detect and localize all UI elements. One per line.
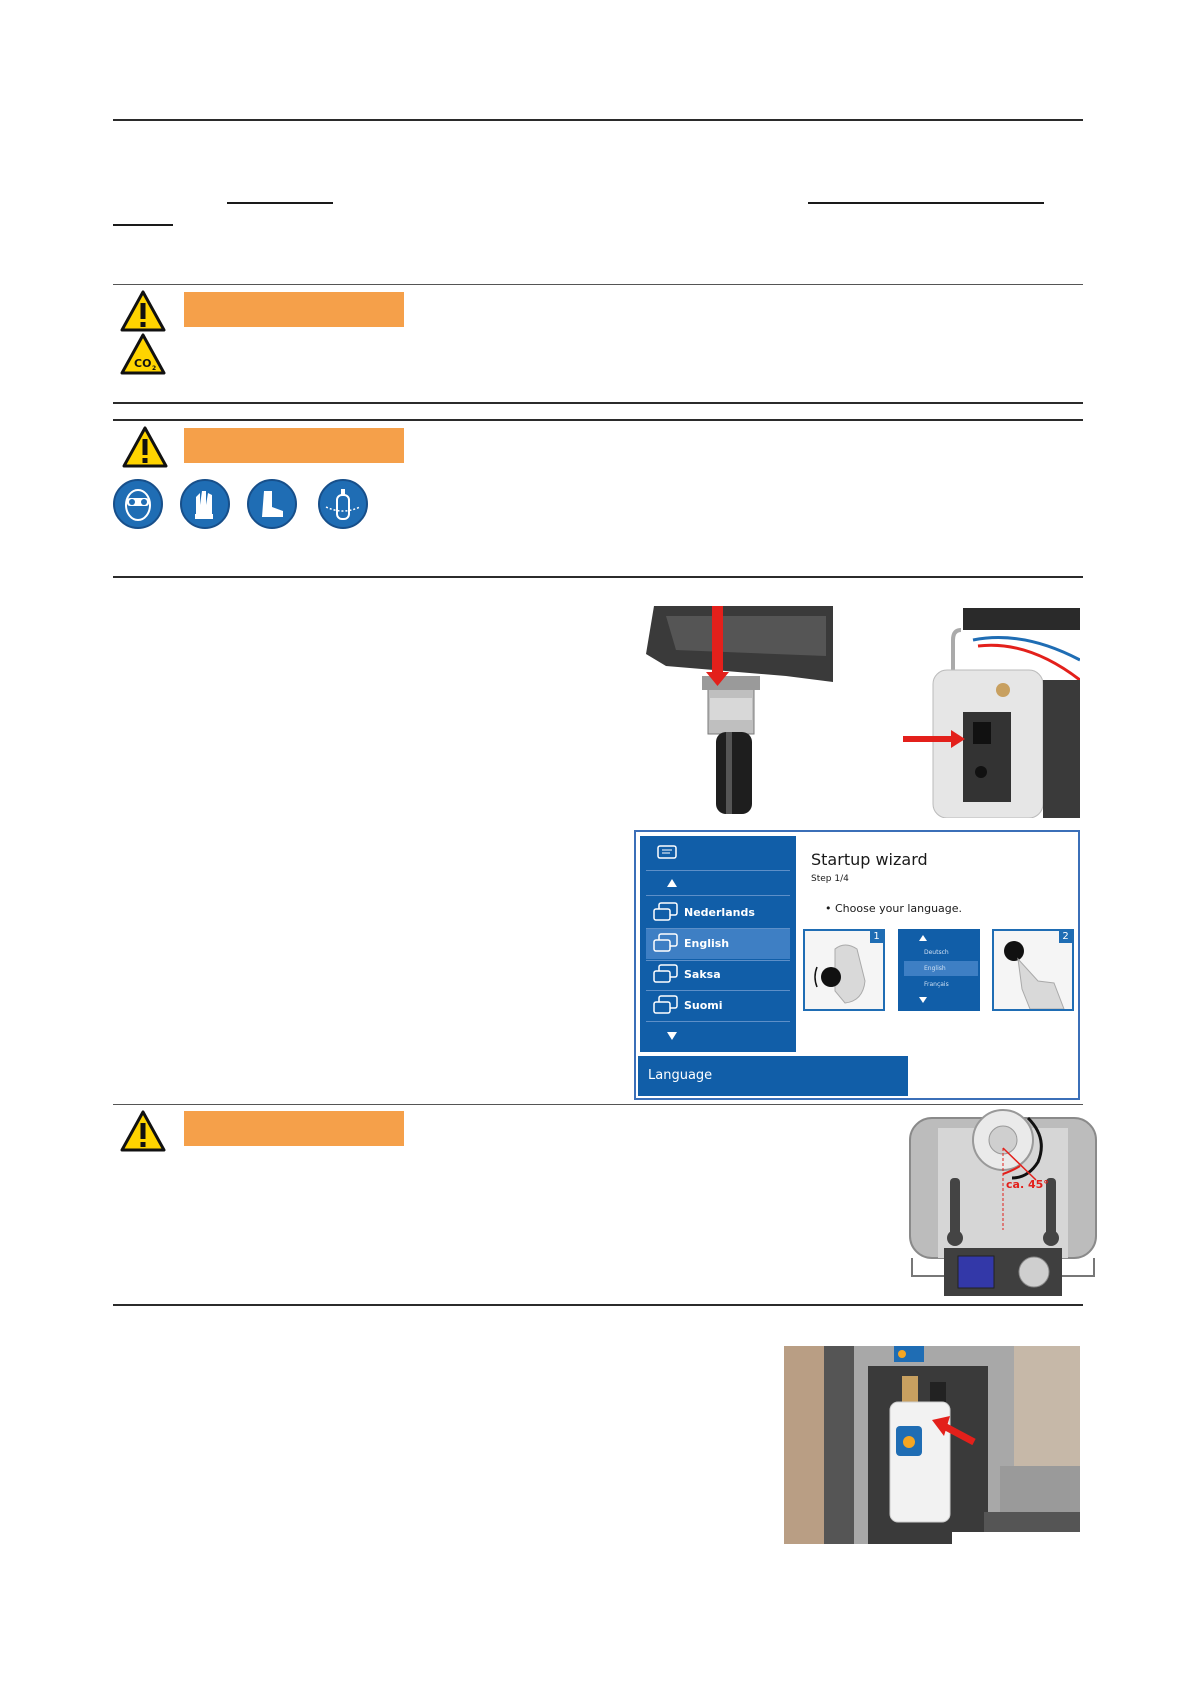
- scroll-up-icon: [919, 935, 927, 941]
- caster-brake-photo: [646, 606, 833, 814]
- warning-icon: [122, 426, 168, 468]
- boots-icon: [247, 479, 297, 529]
- list-divider: [646, 895, 790, 896]
- language-bottom-label: Language: [648, 1068, 713, 1083]
- warning-3-top-rule: [113, 1104, 1083, 1105]
- language-item-selected[interactable]: [646, 929, 790, 959]
- list-divider: [646, 1021, 790, 1022]
- top-rule: [113, 119, 1083, 121]
- section-rule: [113, 1304, 1083, 1306]
- step-badge: 1: [870, 931, 883, 943]
- language-item[interactable]: [646, 991, 790, 1021]
- language-label: Saksa: [684, 968, 721, 981]
- red-arrow-icon: [784, 1346, 1080, 1544]
- language-icon: [652, 994, 680, 1018]
- wizard-instruction: • Choose your language.: [825, 902, 963, 915]
- language-label: Suomi: [684, 999, 723, 1012]
- goggles-icon: [113, 479, 163, 529]
- wizard-step: Step 1/4: [811, 874, 849, 884]
- section-rule: [113, 576, 1083, 578]
- scroll-up-icon[interactable]: [666, 878, 678, 888]
- gas-cylinder-icon: [318, 479, 368, 529]
- gloves-icon: [180, 479, 230, 529]
- underline-link-2: [808, 202, 1044, 204]
- warning-label-bar: [184, 1111, 404, 1146]
- step-badge: 2: [1059, 931, 1072, 943]
- warning-label-bar: [184, 292, 404, 327]
- press-knob-illustration: [992, 929, 1074, 1011]
- underline-link-1: [227, 202, 333, 204]
- scroll-down-icon: [919, 997, 927, 1003]
- language-icon: [656, 844, 680, 864]
- warning-1-bottom-rule: [113, 402, 1083, 404]
- mini-language-item: Français: [924, 981, 949, 988]
- language-label: Nederlands: [684, 906, 755, 919]
- co2-warning-icon: [120, 333, 166, 375]
- mini-language-list: [898, 929, 980, 1011]
- svg-text:2: 2: [152, 365, 157, 372]
- oil-bottle-photo: [784, 1346, 1080, 1544]
- hose-angle-diagram: [908, 1108, 1098, 1298]
- mini-language-item: Deutsch: [924, 949, 949, 956]
- scroll-down-icon[interactable]: [666, 1031, 678, 1041]
- power-socket-photo: [903, 600, 1080, 818]
- list-divider: [646, 870, 790, 871]
- warning-icon: [120, 1110, 166, 1152]
- language-label: English: [684, 937, 730, 950]
- svg-text:CO: CO: [134, 357, 152, 370]
- red-arrow-icon: [903, 600, 1080, 818]
- mini-language-item: English: [904, 961, 978, 976]
- warning-2-top-rule: [113, 419, 1083, 421]
- wizard-title: Startup wizard: [811, 850, 928, 869]
- startup-wizard-screen: [634, 830, 1080, 1100]
- underline-link-3: [113, 224, 173, 226]
- language-icon: [652, 901, 680, 925]
- language-bottom-bar: [638, 1056, 908, 1096]
- rotate-knob-illustration: [803, 929, 885, 1011]
- language-item[interactable]: [646, 960, 790, 990]
- language-icon: [652, 932, 680, 956]
- angle-label: ca. 45°: [1006, 1178, 1049, 1191]
- warning-icon: [120, 290, 166, 332]
- warning-1-top-rule: [113, 284, 1083, 285]
- language-list-panel: [640, 836, 796, 1052]
- language-icon: [652, 963, 680, 987]
- warning-label-bar: [184, 428, 404, 463]
- language-item[interactable]: [646, 898, 790, 928]
